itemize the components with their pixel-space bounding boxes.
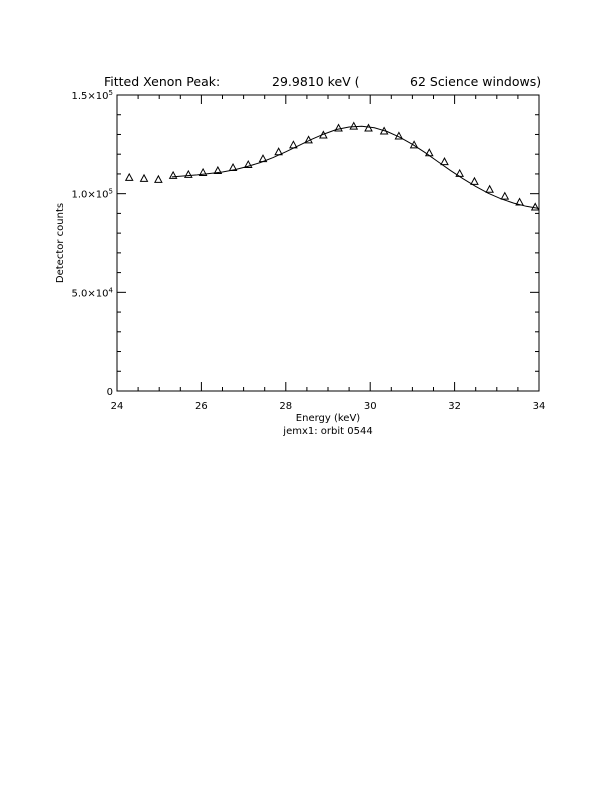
data-point [155, 176, 162, 183]
data-point [471, 178, 478, 185]
y-tick-label: $1.0\times 10^5$ [71, 187, 113, 201]
x-tick-label: 32 [448, 401, 461, 412]
data-point [275, 148, 282, 155]
x-tick-label: 28 [279, 401, 293, 412]
series-line-fit [172, 126, 539, 208]
data-point [335, 125, 342, 131]
data-points [126, 123, 539, 210]
x-tick-label: 24 [110, 401, 124, 412]
data-point [501, 193, 508, 200]
y-tick-label: $1.5\times 10^5$ [71, 89, 113, 102]
x-tick-label: 34 [532, 401, 546, 412]
y-tick-label: 0 [106, 387, 113, 398]
plot-frame [117, 95, 539, 391]
data-point [141, 175, 148, 182]
data-point [411, 141, 418, 148]
y-axis-label: Detector counts [55, 202, 66, 284]
chart-title-suffix: 62 Science windows) [410, 74, 542, 89]
data-point [170, 172, 177, 179]
chart-title-prefix: Fitted Xenon Peak: [104, 74, 221, 89]
data-point [532, 203, 539, 210]
data-point [426, 149, 433, 156]
x-tick-label: 30 [363, 401, 377, 412]
data-point [456, 170, 463, 177]
data-point [486, 186, 493, 193]
x-axis-label: Energy (keV) [295, 413, 361, 424]
y-tick-label: $5.0\times 10^4$ [71, 286, 113, 300]
data-point [441, 158, 448, 165]
chart-subtitle: jemx1: orbit 0544 [283, 426, 373, 437]
axis-ticks [117, 95, 539, 391]
data-point [260, 155, 267, 162]
data-point [350, 123, 357, 130]
data-point [290, 141, 297, 148]
data-point [126, 174, 133, 181]
data-point [516, 199, 523, 206]
chart-title-value: 29.9810 keV ( [272, 74, 360, 89]
x-tick-label: 26 [195, 401, 208, 412]
data-point [185, 171, 192, 178]
